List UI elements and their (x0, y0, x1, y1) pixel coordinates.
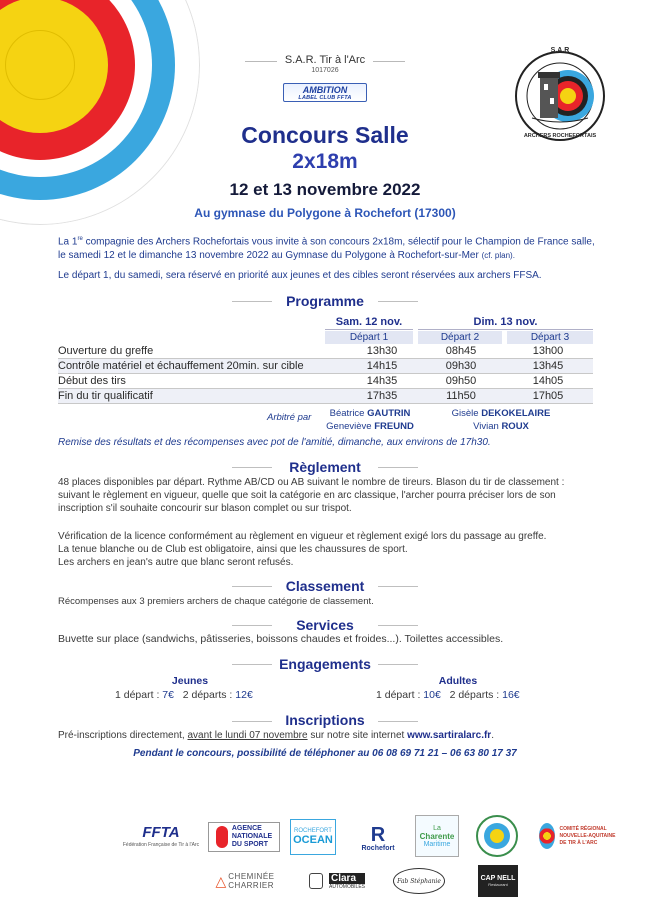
ambition-label-badge (283, 83, 367, 102)
reglement-title: Règlement (289, 459, 361, 475)
club-name: S.A.R. Tir à l'Arc (284, 54, 366, 66)
row-value: 13h30 (366, 345, 398, 357)
row-label: Ouverture du greffe (58, 345, 154, 357)
row-value: 13h00 (532, 345, 564, 357)
classement-text: Récompenses aux 3 premiers archers de chaque catégorie de classement. (58, 596, 374, 607)
row-value: 14h05 (532, 375, 564, 387)
row-value: 11h50 (446, 390, 476, 402)
row-value: 14h35 (366, 375, 398, 387)
jeunes-label: Jeunes (171, 675, 209, 687)
row-value: 09h30 (445, 360, 477, 372)
club-round-logo (476, 815, 518, 857)
services-title: Services (296, 617, 354, 633)
row-value: 14h15 (366, 360, 398, 372)
fab-stephanie-logo: Fab Stéphanie (393, 868, 445, 894)
page-title: Concours Salle (241, 122, 409, 148)
row-value: 13h45 (532, 360, 564, 372)
intro-paragraph (58, 233, 598, 262)
cap-nell-logo: CAP NELL Restaurant (478, 865, 518, 897)
table-row (58, 389, 593, 404)
row-value: 17h05 (532, 390, 564, 402)
day-saturday: Sam. 12 nov. (335, 316, 403, 328)
row-value: 08h45 (445, 345, 477, 357)
rochefort-ocean-logo: ROCHEFORT OCEAN (290, 819, 336, 855)
adultes-prices: 1 départ : 10€ 2 départs : 16€ (376, 689, 520, 701)
telephone-note: Pendant le concours, possibilité de téléphoner au 06 08 69 71 21 – 06 63 80 17 37 (133, 748, 517, 759)
row-label: Fin du tir qualificatif (58, 390, 153, 402)
table-row (58, 374, 593, 389)
engagements-title: Engagements (279, 656, 371, 672)
table-row (58, 359, 593, 374)
arbitre-name: Vivian ROUX (473, 421, 529, 432)
depart-2-header: Départ 2 (418, 331, 502, 344)
arbitre-name: Geneviève FREUND (326, 421, 414, 432)
agence-nationale-sport-logo: AGENCE NATIONALE DU SPORT (208, 822, 280, 852)
event-venue: Au gymnase du Polygone à Rochefort (17300) (194, 206, 456, 220)
services-text: Buvette sur place (sandwichs, pâtisseries, boissons chaudes et froides...). Toilettes accessibles. (58, 633, 504, 645)
day-sunday: Dim. 13 nov. (473, 316, 538, 328)
reglement-p4: Les archers en jean's autre que blanc seront refusés. (58, 557, 294, 568)
arbitre-name: Gisèle DEKOKELAIRE (451, 408, 551, 419)
remise-note: Remise des résultats et des récompenses avec pot de l'amitié, dimanche, aux environs de 17h30. (58, 437, 491, 448)
depart-note: Le départ 1, du samedi, sera réservé en priorité aux jeunes et des cibles seront réservées aux archers FFSA. (58, 270, 542, 281)
intro-part2: compagnie des Archers Rochefortais vous invite à son concours 2x18m, sélectif pour le Champion de France salle, le samedi 12 et le dimanche 13 novembre 2022 au Gymnase du Polygone à Rochefort-sur-Mer (58, 236, 595, 261)
club-number: 1017026 (311, 67, 339, 74)
rochefort-logo: R Rochefort (361, 823, 395, 852)
adultes-label: Adultes (438, 675, 478, 687)
arbitre-name: Béatrice GAUTRIN (329, 408, 411, 419)
intro-sup: re (77, 236, 83, 242)
depart-1-header: Départ 1 (325, 331, 413, 344)
table-row (58, 344, 593, 359)
jeunes-prices: 1 départ : 7€ 2 départs : 12€ (115, 689, 253, 701)
ambition-label-text: AMBITION (302, 85, 348, 95)
reglement-p2: Vérification de la licence conformément au règlement en vigueur et règlement exigé lors du passage au greffe. (58, 531, 547, 542)
row-label: Contrôle matériel et échauffement 20min. sur cible (58, 360, 304, 372)
preinscription-text: Pré-inscriptions directement, avant le lundi 07 novembre sur notre site internet www.sartiralarc.fr. (58, 730, 494, 741)
clara-automobiles-logo: Clara AUTOMOBILES (302, 870, 372, 892)
logo-bottom-text: ARCHERS ROCHEFORTAIS (523, 133, 597, 139)
row-value: 09h50 (445, 375, 477, 387)
charente-maritime-logo: La Charente Maritime (415, 815, 459, 857)
ambition-label-sub: LABEL CLUB FFTA (298, 95, 352, 101)
website-link[interactable]: www.sartiralarc.fr (407, 730, 492, 741)
programme-title: Programme (286, 293, 364, 309)
row-value: 17h35 (366, 390, 398, 402)
logo-top-text: S.A.R (550, 47, 570, 54)
row-label: Début des tirs (58, 375, 126, 387)
depart-3-header: Départ 3 (507, 331, 593, 344)
comite-regional-logo: COMITÉ RÉGIONAL NOUVELLE-AQUITAINE DE TIR À L'ARC (535, 820, 620, 852)
cheminee-charrier-logo: △ CHEMINÉE CHARRIER (215, 872, 275, 890)
ffta-logo: FFTA Fédération Française de Tir à l'Arc (122, 823, 200, 848)
reglement-p1: 48 places disponibles par départ. Rythme AB/CD ou AB suivant le nombre de tireurs. Blason du tir de classement : suivant le règlement en vigueur, quelle que soit la catégorie en arc classique, l'archer pourra préciser lors de son inscription s'il souhaite concourir sur blason complet ou sur trispot. (58, 477, 565, 514)
page-subtitle: 2x18m (292, 150, 358, 173)
reglement-p3: La tenue blanche ou de Club est obligatoire, ainsi que les chaussures de sport. (58, 544, 408, 555)
event-date: 12 et 13 novembre 2022 (229, 180, 421, 199)
intro-part1: La 1 (58, 236, 78, 248)
classement-title: Classement (285, 578, 365, 594)
arbitre-label: Arbitré par (267, 412, 312, 423)
inscriptions-title: Inscriptions (285, 712, 365, 728)
intro-part3: (cf. plan). (481, 250, 515, 260)
